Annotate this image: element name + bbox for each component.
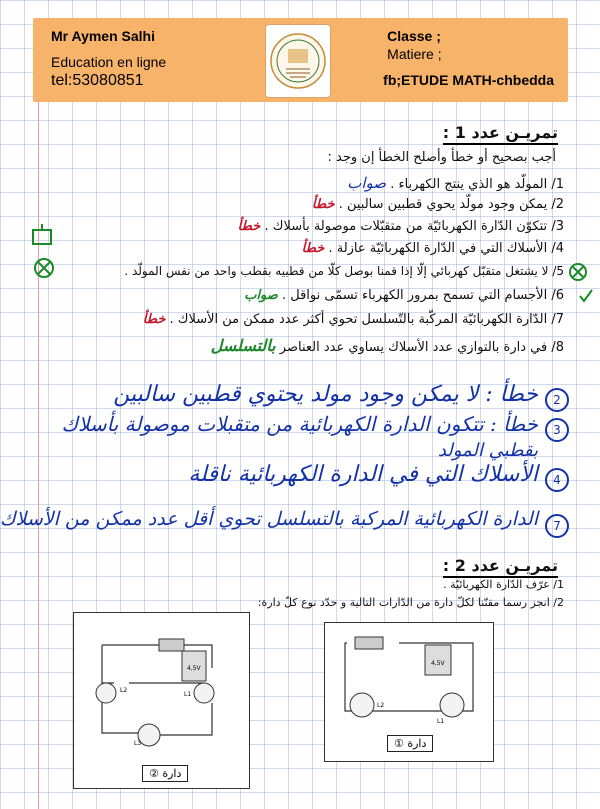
lamp-label: L1 xyxy=(184,691,192,698)
lamp-label: L2 xyxy=(120,687,128,694)
item-text: المولّد هو الذي ينتج الكهرباء . xyxy=(390,177,548,192)
correction-line: خطأ : لا يمكن وجود مولد يحتوي قطبين سالبين xyxy=(113,382,538,407)
lamp-label: L2 xyxy=(377,702,385,709)
item-number: 8/ xyxy=(551,340,564,355)
circuit-label-1: دارة ① xyxy=(387,735,433,752)
lamp-label: L1 xyxy=(437,718,445,725)
header-right xyxy=(383,28,554,88)
matiere-label: Matiere ; xyxy=(387,46,442,62)
exercise1-item xyxy=(244,288,564,303)
item-text: الأجسام التي تسمح بمرور الكهرباء تسمّى نواقل . xyxy=(281,288,548,303)
exercise2-question-2: 2/ انجز رسما مقنّنا لكلّ دارة من الدّارات التالية و حدّد نوع كلّ دارة: xyxy=(257,596,564,609)
correction-line: الأسلاك التي في الدارة الكهربائية ناقلة xyxy=(188,462,538,487)
check-mark-icon xyxy=(578,288,594,304)
facebook-label: fb;ETUDE MATH-chbedda xyxy=(383,72,554,88)
exercise2-title: تمريـن عدد 2 : xyxy=(443,556,558,578)
item-mark: صواب xyxy=(244,288,278,303)
battery-label: 4,5V xyxy=(431,660,445,667)
circuit-figure-2 xyxy=(73,612,250,789)
correction-line: خطأ : تتكون الدارة الكهربائية من متقبلات موصولة بأسلاك xyxy=(61,412,538,436)
exercise1-item xyxy=(143,312,564,327)
header-left xyxy=(51,28,166,90)
correction-line: الدارة الكهربائية المركبة بالتسلسل تحوي أقل عدد ممكن من الأسلاك xyxy=(0,508,538,530)
battery-label: 4,5V xyxy=(187,665,201,672)
item-mark: خطأ xyxy=(142,312,166,327)
school-logo xyxy=(265,24,331,98)
phone-number: tel:53080851 xyxy=(51,72,144,89)
item-number: 6/ xyxy=(551,288,564,303)
item-number: 1/ xyxy=(551,177,564,192)
item-text: الدّارة الكهربائيّة المركّبة بالتّسلسل تحوي أكثر عدد ممكن من الأسلاك . xyxy=(169,312,548,327)
item-number: 7/ xyxy=(551,312,564,327)
item-mark: صواب xyxy=(347,174,387,192)
correction-number: 7 xyxy=(545,514,569,538)
exercise1-item xyxy=(211,336,564,355)
correction-number: 4 xyxy=(545,468,569,492)
item-text: يمكن وجود مولّد يحوي قطبين سالبين . xyxy=(338,197,548,212)
correction-number: 3 xyxy=(545,418,569,442)
teacher-name: Mr Aymen Salhi xyxy=(51,28,155,44)
item-number: 3/ xyxy=(551,219,564,234)
item-mark: خطأ xyxy=(237,219,261,234)
item-text: في دارة بالتوازي عدد الأسلاك يساوي عدد العناصر xyxy=(279,340,548,355)
correction-line: بقطبي المولد xyxy=(437,440,538,461)
margin-line xyxy=(38,100,39,809)
item-mark: خطأ xyxy=(311,197,335,212)
exercise1-item xyxy=(312,197,564,212)
item-number: 2/ xyxy=(551,197,564,212)
item-text: الأسلاك التي في الدّارة الكهربائيّة عازلة . xyxy=(328,241,548,256)
classe-label: Classe ; xyxy=(387,28,441,44)
wrong-mark-icon xyxy=(568,262,588,282)
item-number: 5/ xyxy=(552,264,564,278)
item-text: تتكوّن الدّارة الكهربائيّة من متقبّلات موصولة بأسلاك . xyxy=(264,219,548,234)
circuit-figure-1 xyxy=(324,622,494,762)
correction-number: 2 xyxy=(545,388,569,412)
margin-doodle xyxy=(28,222,58,282)
exercise1-item xyxy=(302,241,564,256)
lamp-label: L3 xyxy=(134,740,142,747)
exercise1-item xyxy=(238,219,564,234)
circuit-label-2: دارة ② xyxy=(142,765,188,782)
item-number: 4/ xyxy=(551,241,564,256)
exercise1-item xyxy=(124,264,564,278)
exercise2-question-1: 1/ عرّف الدّارة الكهربائيّة . xyxy=(443,578,564,591)
exercise1-item xyxy=(347,174,564,192)
item-mark: خطأ xyxy=(301,241,325,256)
header-banner xyxy=(33,18,568,102)
item-text: لا يشتغل متقبّل كهربائي إلّا إذا قمنا بوصل كلّا من قطبيه بقطب واحد من نفس المولّد . xyxy=(124,264,549,278)
education-label: Education en ligne xyxy=(51,54,167,70)
item-mark: بالتسلسل xyxy=(210,336,276,355)
exercise1-title: تمريـن عدد 1 : xyxy=(443,123,558,145)
exercise1-instruction: أجب بصحيح أو خطأ وأصلح الخطأ إن وجد : xyxy=(327,150,556,165)
